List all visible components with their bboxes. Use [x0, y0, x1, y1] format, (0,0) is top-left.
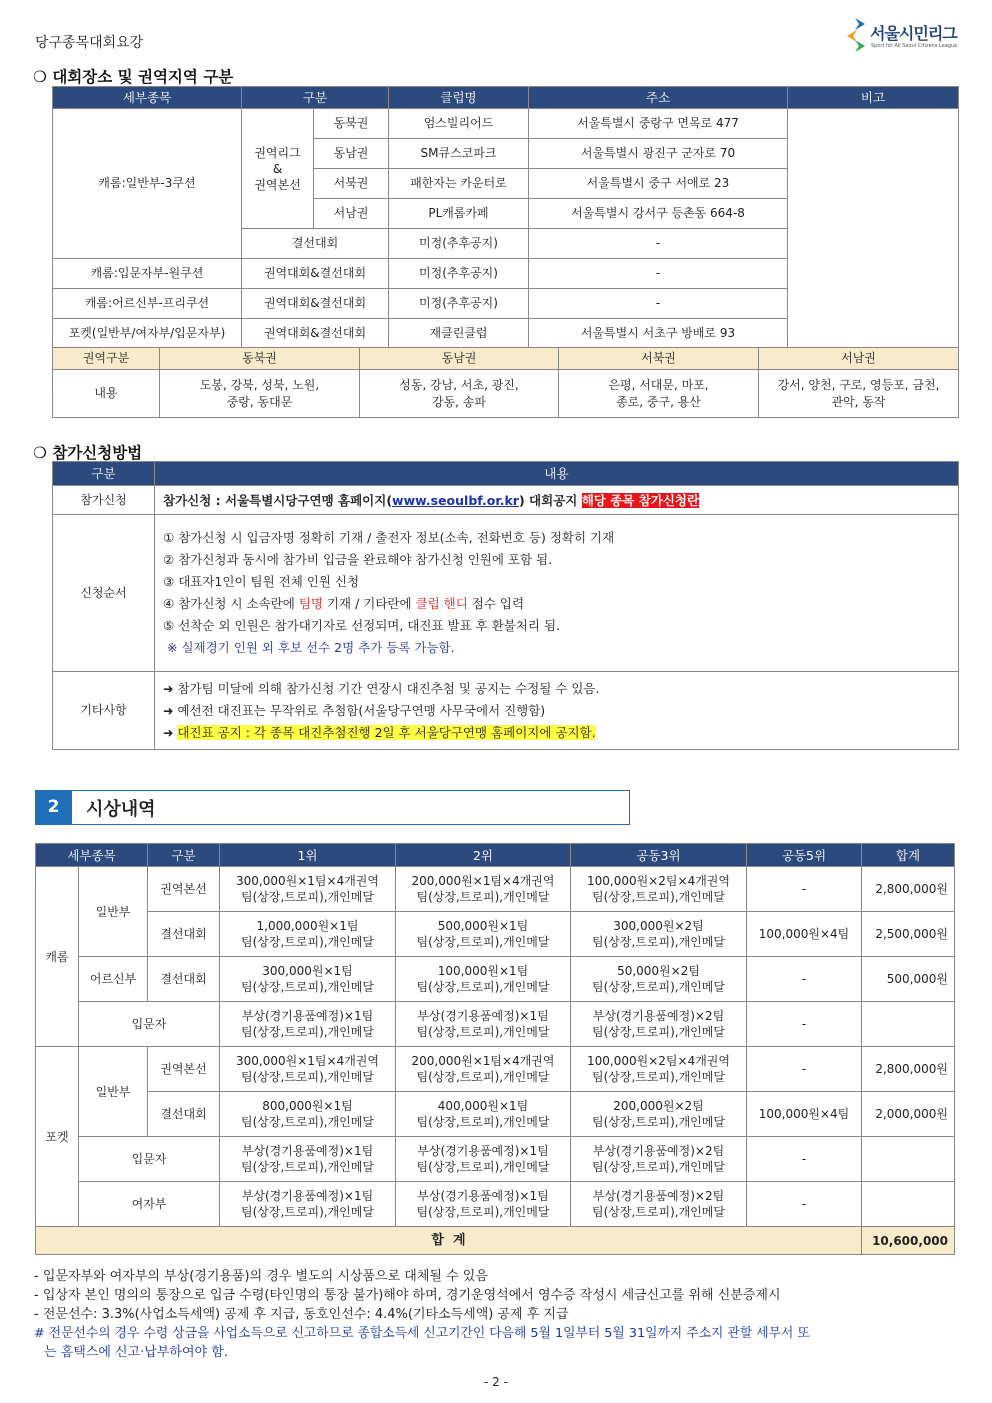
carom-general-event: 캐롬:일반부-3쿠션	[53, 109, 242, 259]
prize-header-type: 구분	[148, 844, 220, 867]
prize-second: 400,000원×1팀 팀(상장,트로피),개인메달	[396, 1092, 571, 1137]
prize-header-third: 공동3위	[571, 844, 747, 867]
venue-table	[52, 86, 959, 349]
federation-homepage-link[interactable]: www.seoulbf.or.kr	[392, 492, 519, 508]
section2-title	[33, 441, 142, 463]
prize-second: 100,000원×1팀 팀(상장,트로피),개인메달	[396, 957, 571, 1002]
club-address: 서울특별시 광진구 군자로 70	[529, 139, 788, 169]
region-name: 동북권	[314, 109, 389, 139]
venue-header-note: 비고	[788, 87, 959, 109]
region-districts: 성동, 강남, 서초, 광진, 강동, 송파	[360, 370, 559, 418]
prize-fifth: 100,000원×4팀	[747, 912, 862, 957]
prize-second: 부상(경기용품예정)×1팀 팀(상장,트로피),개인메달	[396, 1182, 571, 1227]
section1-title	[33, 65, 233, 87]
notes	[34, 1267, 964, 1362]
carom-label: 캐롬	[36, 867, 79, 1047]
beginner-label: 입문자	[79, 1002, 220, 1047]
bullet-circle-icon: ❍	[33, 68, 47, 86]
prize-fifth: -	[747, 1002, 862, 1047]
apply-content: 참가신청 : 서울특별시당구연맹 홈페이지(www.seoulbf.or.kr) 대회공지 해당 종목 참가신청란	[155, 486, 959, 515]
logo-text: 서울시민리그	[870, 24, 957, 43]
prize-second: 부상(경기용품예정)×1팀 팀(상장,트로피),개인메달	[396, 1137, 571, 1182]
prize-first: 부상(경기용품예정)×1팀 팀(상장,트로피),개인메달	[220, 1002, 396, 1047]
order-content	[155, 515, 959, 672]
regional-label: 권역본선	[148, 867, 220, 912]
club-address: 서울특별시 서초구 방배로 93	[529, 319, 788, 349]
doc-title: 당구종목대회요강	[35, 35, 144, 51]
club-name: 미정(추후공지)	[389, 229, 529, 259]
prize-total: 2,000,000원	[862, 1092, 955, 1137]
prize-total: 500,000원	[862, 957, 955, 1002]
prize-fifth: -	[747, 1137, 862, 1182]
region-table	[52, 347, 959, 418]
section3-heading	[35, 790, 630, 825]
prize-first: 300,000원×1팀×4개권역 팀(상장,트로피),개인메달	[220, 1047, 396, 1092]
club-name: 패한자는 카운터로	[389, 169, 529, 199]
prize-second: 부상(경기용품예정)×1팀 팀(상장,트로피),개인메달	[396, 1002, 571, 1047]
event-name: 캐롬:입문자부-원쿠션	[53, 259, 242, 289]
prize-header-total: 합계	[862, 844, 955, 867]
prize-fifth: -	[747, 1182, 862, 1227]
logo	[845, 16, 965, 56]
order-item: ① 참가신청 시 입금자명 정확히 기재 / 출전자 정보(소속, 전화번호 등) 정확히 기재	[163, 530, 615, 545]
prize-header-first: 1위	[220, 844, 396, 867]
prize-second: 200,000원×1팀×4개권역 팀(상장,트로피),개인메달	[396, 1047, 571, 1092]
order-item: ⑤ 선착순 외 인원은 참가대기자로 선정되며, 대진표 발표 후 환불처리 됨.	[163, 618, 561, 633]
prize-fifth: -	[747, 867, 862, 912]
section2-title-text: 참가신청방법	[52, 444, 143, 462]
prize-third: 부상(경기용품예정)×2팀 팀(상장,트로피),개인메달	[571, 1137, 747, 1182]
region-name: 서북권	[314, 169, 389, 199]
prize-table	[35, 843, 955, 1255]
logo-mark-icon	[845, 18, 867, 52]
venue-header-type: 구분	[242, 87, 389, 109]
note-item: - 입상자 본인 명의의 통장으로 입금 수령(타인명의 통장 불가)해야 하며, 경기운영석에서 영수증 작성시 세금신고를 위해 신분증제시	[34, 1288, 781, 1303]
prize-third: 100,000원×2팀×4개권역 팀(상장,트로피),개인메달	[571, 867, 747, 912]
prize-first: 부상(경기용품예정)×1팀 팀(상장,트로피),개인메달	[220, 1182, 396, 1227]
section1-title-text: 대회장소 및 권역지역 구분	[52, 68, 234, 86]
venue-header-event: 세부종목	[53, 87, 242, 109]
logo-subtext: Sport for All Seoul Citizens League	[871, 43, 958, 49]
prize-total: 2,500,000원	[862, 912, 955, 957]
prize-total	[862, 1182, 955, 1227]
section3-number: 2	[35, 790, 72, 825]
prize-first: 300,000원×1팀 팀(상장,트로피),개인메달	[220, 957, 396, 1002]
club-name: 재클린클럽	[389, 319, 529, 349]
prize-header-second: 2위	[396, 844, 571, 867]
apply-highlight: 해당 종목 참가신청란	[581, 492, 700, 508]
prize-fifth: -	[747, 957, 862, 1002]
senior-label: 어르신부	[79, 957, 148, 1002]
apply-method-table	[52, 461, 959, 750]
event-type: 권역대회&결선대회	[242, 259, 389, 289]
prize-third: 부상(경기용품예정)×2팀 팀(상장,트로피),개인메달	[571, 1002, 747, 1047]
pocket-label: 포켓	[36, 1047, 79, 1227]
event-name: 포켓(일반부/여자부/입문자부)	[53, 319, 242, 349]
general-label: 일반부	[79, 867, 148, 957]
prize-total: 2,800,000원	[862, 1047, 955, 1092]
method-header-type: 구분	[53, 462, 155, 486]
prize-third: 부상(경기용품예정)×2팀 팀(상장,트로피),개인메달	[571, 1182, 747, 1227]
region-districts: 은평, 서대문, 마포, 종로, 중구, 용산	[559, 370, 759, 418]
club-name: 엄스빌리어드	[389, 109, 529, 139]
method-header-content: 내용	[155, 462, 959, 486]
region-name: 동남권	[314, 139, 389, 169]
club-address: -	[529, 259, 788, 289]
prize-total: 2,800,000원	[862, 867, 955, 912]
regional-label: 권역본선	[148, 1047, 220, 1092]
club-address: -	[529, 229, 788, 259]
event-type: 권역대회&결선대회	[242, 289, 389, 319]
region-header: 동남권	[360, 348, 559, 370]
final-label: 결선대회	[148, 912, 220, 957]
club-name: 미정(추후공지)	[389, 259, 529, 289]
final-label: 결선대회	[148, 957, 220, 1002]
order-item: ③ 대표자1인이 팀원 전체 인원 신청	[163, 574, 360, 589]
page-number: - 2 -	[484, 1375, 508, 1389]
prize-header-event: 세부종목	[36, 844, 148, 867]
prize-total	[862, 1137, 955, 1182]
prize-fifth: -	[747, 1047, 862, 1092]
women-label: 여자부	[79, 1182, 220, 1227]
etc-item: ➜ 대진표 공지 : 각 종목 대진추첨진행 2일 후 서울당구연맹 홈페이지에 공지함.	[163, 724, 596, 740]
etc-content	[155, 672, 959, 750]
club-address: -	[529, 289, 788, 319]
order-item: ④ 참가신청 시 소속란에 팀명 기재 / 기타란에 클럽 핸디 점수 입력	[163, 596, 525, 611]
grand-total: 10,600,000	[862, 1227, 955, 1255]
prize-first: 1,000,000원×1팀 팀(상장,트로피),개인메달	[220, 912, 396, 957]
venue-header-address: 주소	[529, 87, 788, 109]
prize-third: 100,000원×2팀×4개권역 팀(상장,트로피),개인메달	[571, 1047, 747, 1092]
venue-header-club: 클럽명	[389, 87, 529, 109]
prize-first: 부상(경기용품예정)×1팀 팀(상장,트로피),개인메달	[220, 1137, 396, 1182]
region-name: 서남권	[314, 199, 389, 229]
bullet-circle-icon: ❍	[33, 444, 47, 462]
prize-second: 500,000원×1팀 팀(상장,트로피),개인메달	[396, 912, 571, 957]
region-header-label: 권역구분	[53, 348, 160, 370]
etc-item: ➜ 참가팀 미달에 의해 참가신청 기간 연장시 대진추첨 및 공지는 수정될 수 있음.	[163, 680, 600, 696]
prize-header-fifth: 공동5위	[747, 844, 862, 867]
arrow-icon: ➜	[163, 724, 174, 740]
region-header: 동북권	[160, 348, 360, 370]
region-header: 서북권	[559, 348, 759, 370]
note-blue-2: 는 홈택스에 신고·납부하여야 함.	[44, 1345, 228, 1360]
order-note: ※ 실제경기 인원 외 후보 선수 2명 추가 등록 가능함.	[167, 640, 455, 655]
note-blue-1: # 전문선수의 경우 수령 상금을 사업소득으로 신고하므로 종합소득세 신고기간인 다음해 5월 1일부터 5월 31일까지 주소지 관할 세무서 또	[34, 1326, 810, 1341]
club-address: 서울특별시 중구 서애로 23	[529, 169, 788, 199]
region-group-label: 권역리그 & 권역본선	[242, 109, 314, 229]
prize-total	[862, 1002, 955, 1047]
order-label: 신청순서	[53, 515, 155, 672]
prize-second: 200,000원×1팀×4개권역 팀(상장,트로피),개인메달	[396, 867, 571, 912]
apply-label: 참가신청	[53, 486, 155, 515]
note-item: - 전문선수: 3.3%(사업소득세액) 공제 후 지급, 동호인선수: 4.4%(기타소득세액) 공제 후 지급	[34, 1307, 569, 1322]
region-districts: 강서, 양천, 구로, 영등포, 금천, 관악, 동작	[759, 370, 959, 418]
region-content-label: 내용	[53, 370, 160, 418]
event-type: 권역대회&결선대회	[242, 319, 389, 349]
region-districts: 도봉, 강북, 성북, 노원, 중랑, 동대문	[160, 370, 360, 418]
club-name: PL캐롬카페	[389, 199, 529, 229]
region-header: 서남권	[759, 348, 959, 370]
section3-title: 시상내역	[86, 799, 156, 820]
etc-label: 기타사항	[53, 672, 155, 750]
club-address: 서울특별시 중랑구 면목로 477	[529, 109, 788, 139]
etc-item: ➜ 예선전 대진표는 무작위로 추첨함(서울당구연맹 사무국에서 진행함)	[163, 702, 546, 718]
prize-third: 50,000원×2팀 팀(상장,트로피),개인메달	[571, 957, 747, 1002]
general-label: 일반부	[79, 1047, 148, 1137]
beginner-label: 입문자	[79, 1137, 220, 1182]
event-name: 캐롬:어르신부-프리쿠션	[53, 289, 242, 319]
prize-first: 800,000원×1팀 팀(상장,트로피),개인메달	[220, 1092, 396, 1137]
order-item: ② 참가신청과 동시에 참가비 입금을 완료해야 참가신청 인원에 포함 됨.	[163, 552, 553, 567]
prize-fifth: 100,000원×4팀	[747, 1092, 862, 1137]
club-name: SM큐스코파크	[389, 139, 529, 169]
total-label: 합 계	[36, 1227, 862, 1255]
prize-first: 300,000원×1팀×4개권역 팀(상장,트로피),개인메달	[220, 867, 396, 912]
final-type: 결선대회	[242, 229, 389, 259]
club-name: 미정(추후공지)	[389, 289, 529, 319]
club-address: 서울특별시 강서구 등촌동 664-8	[529, 199, 788, 229]
prize-third: 300,000원×2팀 팀(상장,트로피),개인메달	[571, 912, 747, 957]
note-cell	[788, 109, 959, 349]
note-item: - 입문자부와 여자부의 부상(경기용품)의 경우 별도의 시상품으로 대체될 수 있음	[34, 1269, 488, 1284]
prize-third: 200,000원×2팀 팀(상장,트로피),개인메달	[571, 1092, 747, 1137]
final-label: 결선대회	[148, 1092, 220, 1137]
